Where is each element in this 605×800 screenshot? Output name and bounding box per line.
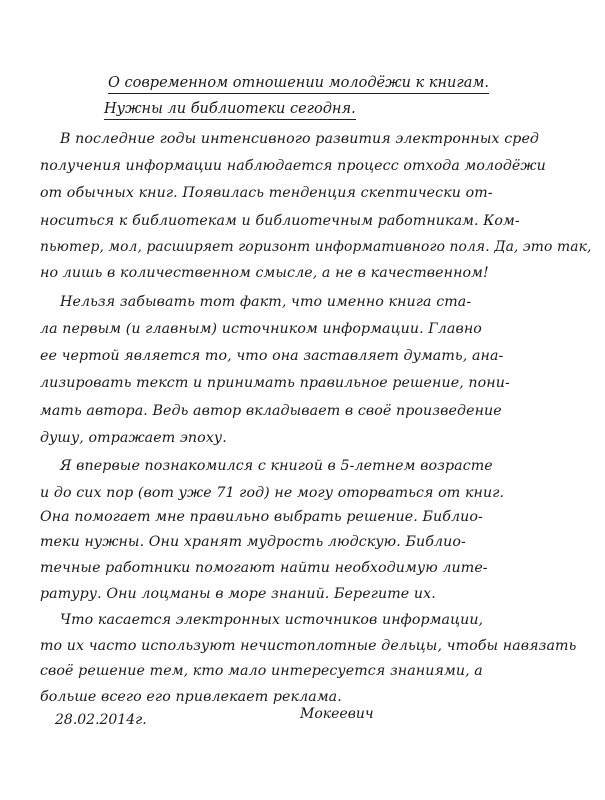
- text-line-16: теки нужны. Они хранят мудрость людскую. Библио-: [40, 534, 466, 550]
- date: 28.02.2014г.: [55, 712, 147, 728]
- text-line-13: Я впервые познакомился с книгой в 5-летнем возрасте: [60, 458, 493, 474]
- text-line-8: ла первым (и главным) источником информации. Главно: [40, 321, 482, 337]
- text-line-22: больше всего его привлекает реклама.: [40, 689, 342, 705]
- text-line-1: В последние годы интенсивного развития электронных сред: [60, 131, 540, 147]
- text-line-21: своё решение тем, кто мало интересуется знаниями, а: [40, 663, 483, 679]
- text-line-10: лизировать текст и принимать правильное решение, пони-: [40, 375, 510, 391]
- text-line-15: Она помогает мне правильно выбрать решение. Библио-: [40, 509, 483, 525]
- title-line-1: О современном отношении молодёжи к книгам.: [108, 74, 489, 94]
- text-line-5: пьютер, мол, расширяет горизонт информативного поля. Да, это так,: [40, 239, 592, 255]
- text-line-18: ратуру. Они лоцманы в море знаний. Берегите их.: [40, 586, 436, 602]
- title-line-2: Нужны ли библиотеки сегодня.: [104, 100, 356, 120]
- text-line-3: от обычных книг. Появилась тенденция скептически от-: [40, 185, 493, 201]
- text-line-2: получения информации наблюдается процесс отхода молодёжи: [40, 158, 546, 174]
- text-line-6: но лишь в количественном смысле, а не в качественном!: [40, 265, 489, 281]
- text-line-4: носиться к библиотекам и библиотечным работникам. Ком-: [40, 213, 520, 229]
- signature: Мокеевич: [300, 706, 374, 722]
- text-line-11: мать автора. Ведь автор вкладывает в своё произведение: [40, 403, 502, 419]
- text-line-17: течные работники помогают найти необходимую лите-: [40, 560, 488, 576]
- text-line-12: душу, отражает эпоху.: [40, 430, 227, 446]
- text-line-19: Что касается электронных источников информации,: [60, 612, 484, 628]
- text-line-7: Нельзя забывать тот факт, что именно книга ста-: [60, 294, 472, 310]
- text-line-20: то их часто используют нечистоплотные дельцы, чтобы навязать: [40, 638, 577, 654]
- text-line-14: и до сих пор (вот уже 71 год) не могу оторваться от книг.: [40, 485, 505, 501]
- text-line-9: ее чертой является то, что она заставляет думать, ана-: [40, 348, 504, 364]
